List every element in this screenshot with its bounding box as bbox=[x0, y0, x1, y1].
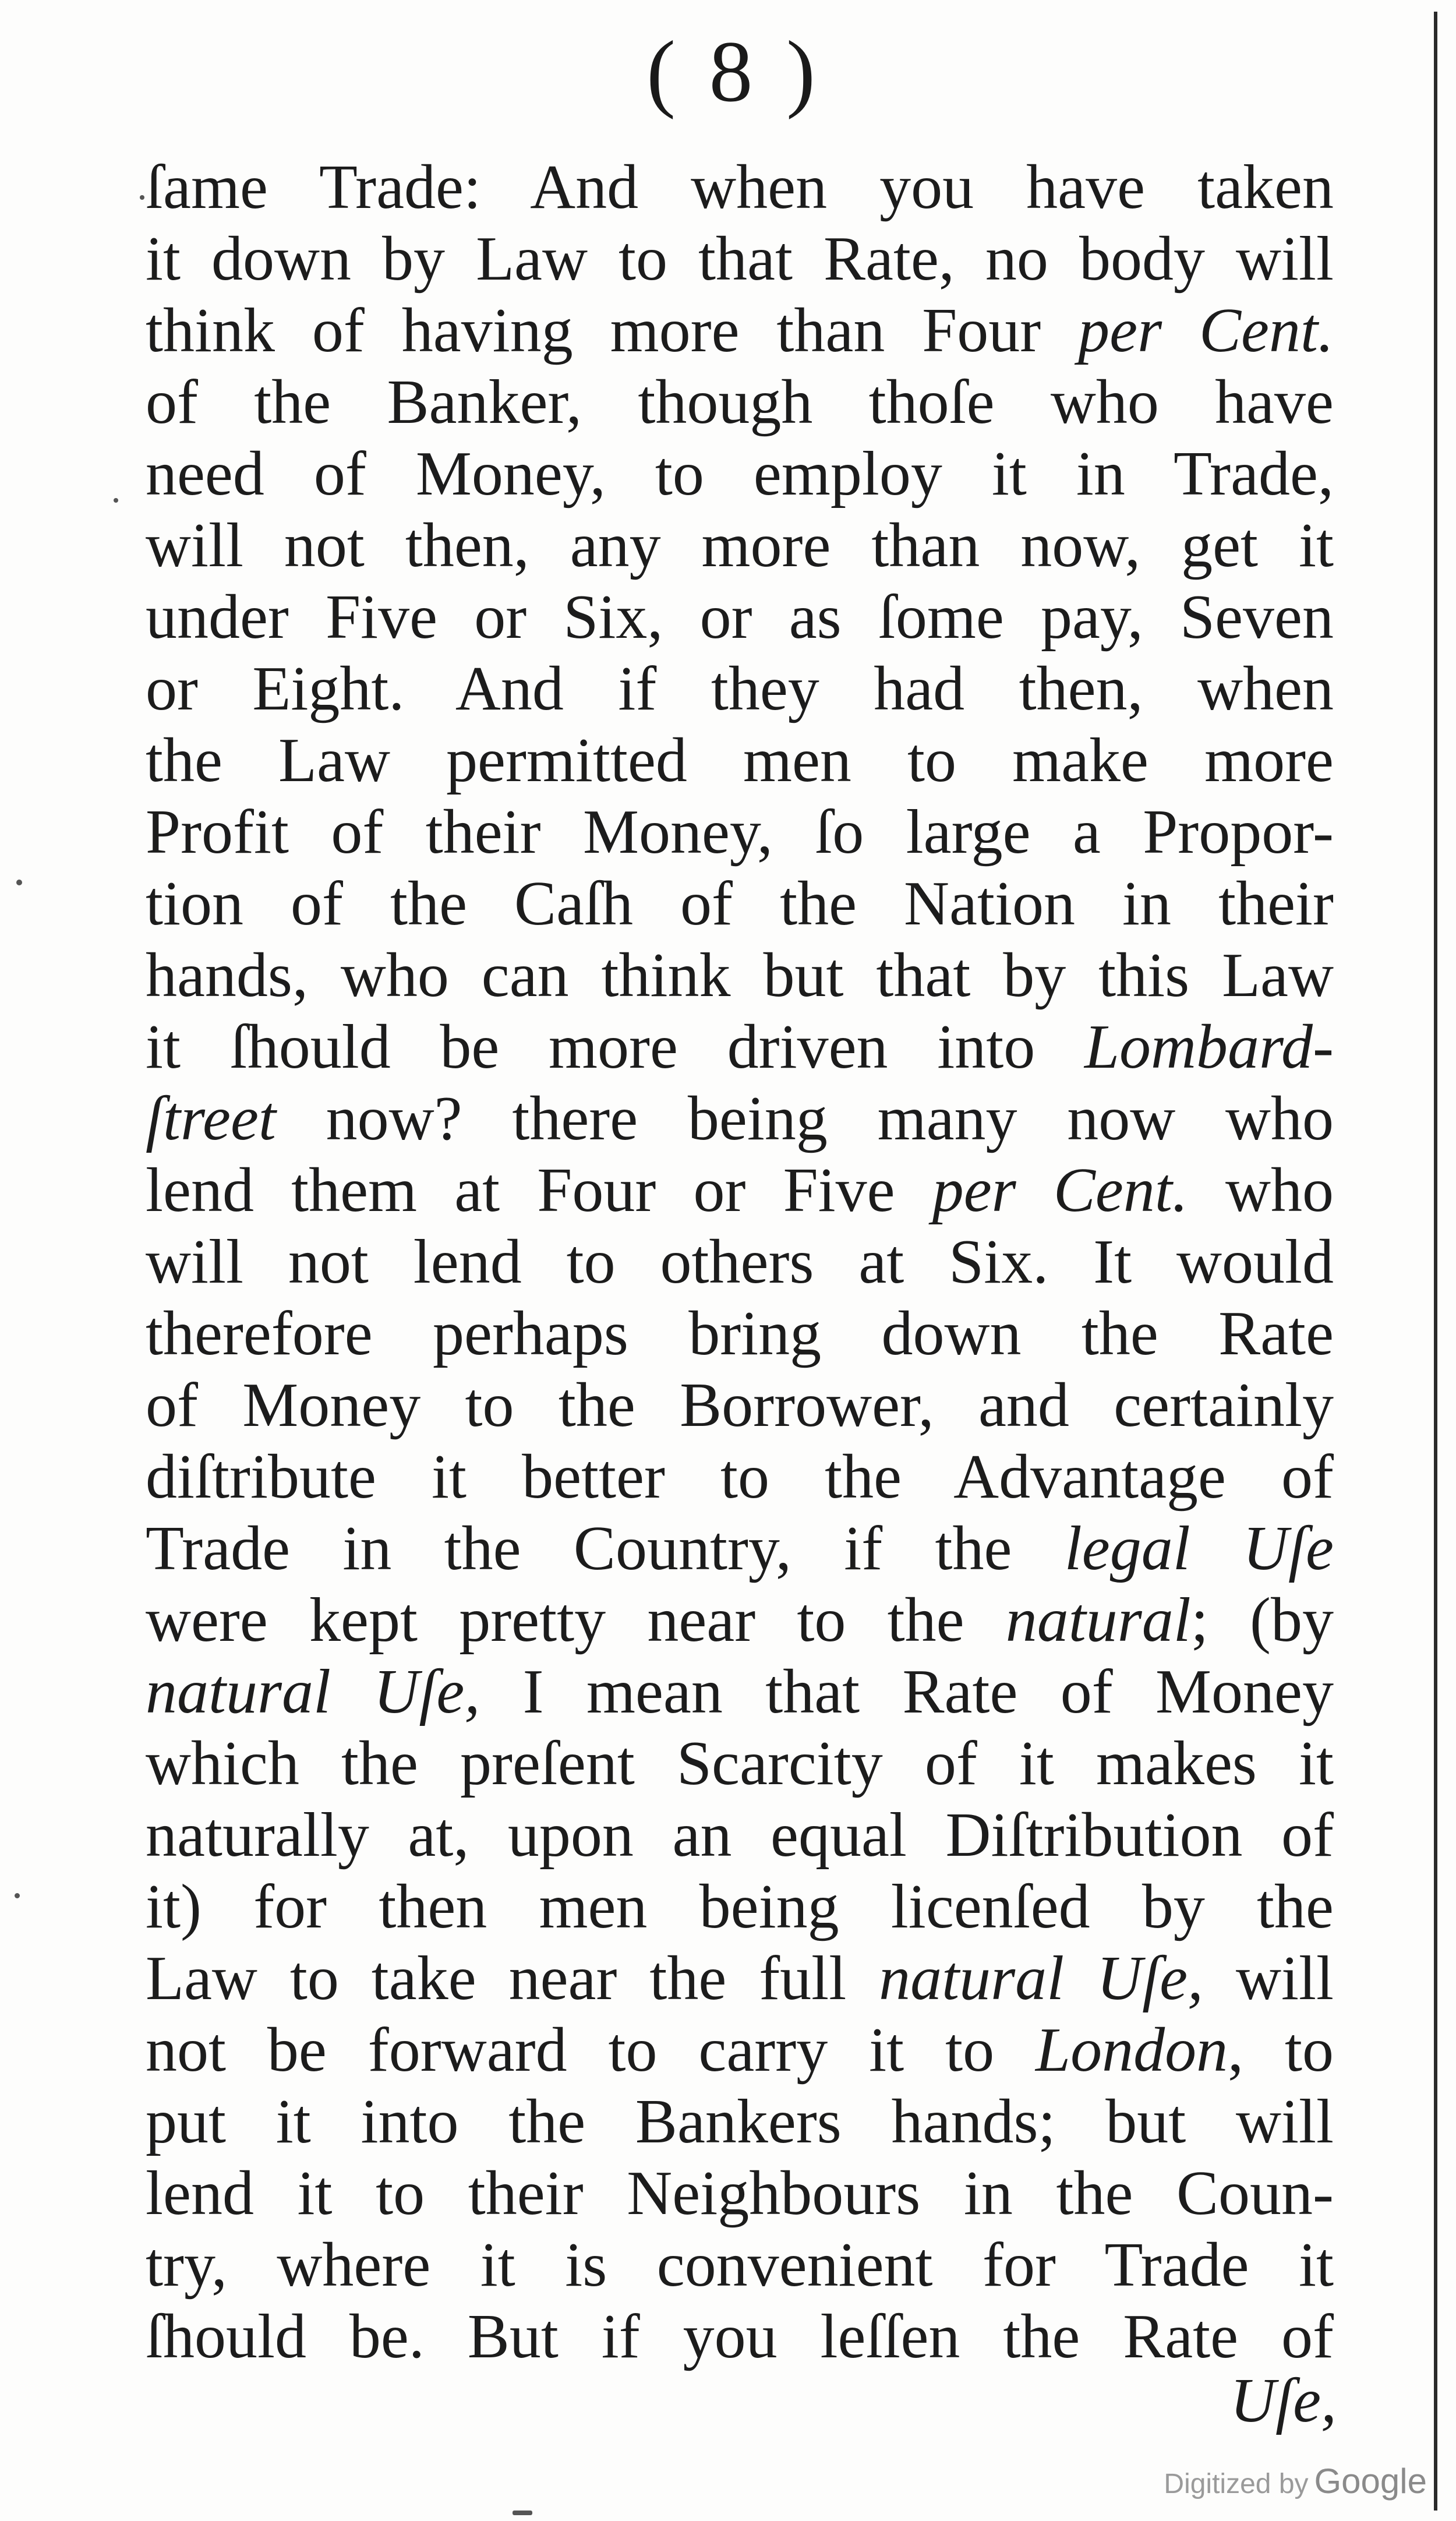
text-run: it down by Law to that Rate, no body will bbox=[146, 224, 1334, 294]
page-edge-rule bbox=[1434, 12, 1437, 2511]
italic-phrase: legal Uſe bbox=[1064, 1514, 1334, 1583]
text-run: think of having more than Four bbox=[146, 296, 1079, 365]
text-line bbox=[146, 510, 1334, 581]
text-run: will not lend to others at Six. It would bbox=[146, 1227, 1334, 1297]
text-run: will not then, any more than now, get it bbox=[146, 511, 1334, 580]
text-line bbox=[146, 1154, 1334, 1226]
italic-phrase: natural Uſe, bbox=[879, 1944, 1204, 2013]
italic-phrase: London bbox=[1036, 2015, 1228, 2085]
text-line bbox=[146, 295, 1334, 366]
text-run: under Five or Six, or as ſome pay, Seven bbox=[146, 582, 1334, 652]
text-run: ſame Trade: And when you have taken bbox=[146, 153, 1334, 222]
text-line bbox=[146, 1441, 1334, 1513]
italic-phrase: per Cent. bbox=[932, 1156, 1188, 1225]
text-line bbox=[146, 1083, 1334, 1154]
text-line bbox=[146, 1656, 1334, 1728]
italic-phrase: natural bbox=[1005, 1586, 1191, 1655]
text-run: Profit of their Money, ſo large a Propor- bbox=[146, 797, 1334, 867]
text-run: lend them at Four or Five bbox=[146, 1156, 932, 1225]
text-run: I mean that Rate of Money bbox=[480, 1657, 1334, 1726]
watermark-prefix: Digitized by bbox=[1164, 2469, 1309, 2499]
text-line bbox=[146, 151, 1334, 223]
italic-phrase: natural Uſe, bbox=[146, 1657, 480, 1726]
text-run: ; (by bbox=[1190, 1586, 1334, 1655]
ink-speck bbox=[513, 2511, 532, 2515]
text-run: it ſhould be more driven into bbox=[146, 1012, 1084, 1082]
text-run: diſtribute it better to the Advantage of bbox=[146, 1442, 1334, 1512]
text-line bbox=[146, 940, 1334, 1011]
text-run: ſhould be. But if you leſſen the Rate of bbox=[146, 2302, 1334, 2371]
italic-phrase: ſtreet bbox=[146, 1084, 276, 1153]
text-run: need of Money, to employ it in Trade, bbox=[146, 439, 1334, 509]
text-run: , to bbox=[1228, 2015, 1334, 2085]
catchword: Uſe, bbox=[1230, 2366, 1337, 2435]
text-line bbox=[146, 1011, 1334, 1083]
text-run: of the Banker, though thoſe who have bbox=[146, 368, 1334, 437]
text-run: naturally at, upon an equal Diſtribution of bbox=[146, 1800, 1334, 1870]
text-line bbox=[146, 1799, 1334, 1871]
text-line bbox=[146, 2158, 1334, 2229]
page-number: ( 8 ) bbox=[646, 23, 821, 120]
text-run: or Eight. And if they had then, when bbox=[146, 654, 1334, 723]
text-line bbox=[146, 2014, 1334, 2086]
text-line bbox=[146, 2301, 1334, 2372]
text-run: therefore perhaps bring down the Rate bbox=[146, 1299, 1334, 1368]
text-run: will bbox=[1203, 1944, 1334, 2013]
text-run: lend it to their Neighbours in the Coun- bbox=[146, 2159, 1334, 2228]
text-line bbox=[146, 1584, 1334, 1656]
text-run: Law to take near the full bbox=[146, 1944, 879, 2013]
text-line bbox=[146, 1871, 1334, 1943]
text-line bbox=[146, 2229, 1334, 2301]
ink-speck bbox=[140, 195, 144, 200]
text-line bbox=[146, 1513, 1334, 1584]
text-run: now? there being many now who bbox=[275, 1084, 1334, 1153]
text-run: the Law permitted men to make more bbox=[146, 726, 1334, 795]
text-run: tion of the Caſh of the Nation in their bbox=[146, 869, 1334, 938]
digitization-watermark bbox=[1164, 2461, 1427, 2501]
text-line bbox=[146, 725, 1334, 796]
text-run: who bbox=[1188, 1156, 1334, 1225]
body-text bbox=[146, 151, 1334, 2372]
text-run: of Money to the Borrower, and certainly bbox=[146, 1371, 1334, 1440]
text-line bbox=[146, 1226, 1334, 1298]
text-line bbox=[146, 438, 1334, 510]
text-line bbox=[146, 1728, 1334, 1799]
text-line bbox=[146, 223, 1334, 295]
italic-phrase: Lombard- bbox=[1084, 1012, 1334, 1082]
text-run: Trade in the Country, if the bbox=[146, 1514, 1065, 1583]
text-line bbox=[146, 581, 1334, 653]
text-line bbox=[146, 2086, 1334, 2158]
text-run: it) for then men being licenſed by the bbox=[146, 1872, 1334, 1941]
text-run: hands, who can think but that by this Law bbox=[146, 941, 1334, 1010]
text-run: put it into the Bankers hands; but will bbox=[146, 2087, 1334, 2156]
watermark-brand: Google bbox=[1314, 2462, 1427, 2501]
text-run: which the preſent Scarcity of it makes it bbox=[146, 1729, 1334, 1798]
text-line bbox=[146, 653, 1334, 725]
text-run: not be forward to carry it to bbox=[146, 2015, 1036, 2085]
italic-phrase: per Cent. bbox=[1078, 296, 1334, 365]
text-line bbox=[146, 1943, 1334, 2014]
text-run: were kept pretty near to the bbox=[146, 1586, 1006, 1655]
ink-speck bbox=[15, 1893, 20, 1898]
text-line bbox=[146, 1369, 1334, 1441]
ink-speck bbox=[114, 498, 118, 503]
ink-speck bbox=[16, 880, 22, 885]
text-line bbox=[146, 1298, 1334, 1369]
text-line bbox=[146, 868, 1334, 940]
text-line bbox=[146, 796, 1334, 868]
text-run: try, where it is convenient for Trade it bbox=[146, 2230, 1334, 2300]
text-line bbox=[146, 366, 1334, 438]
